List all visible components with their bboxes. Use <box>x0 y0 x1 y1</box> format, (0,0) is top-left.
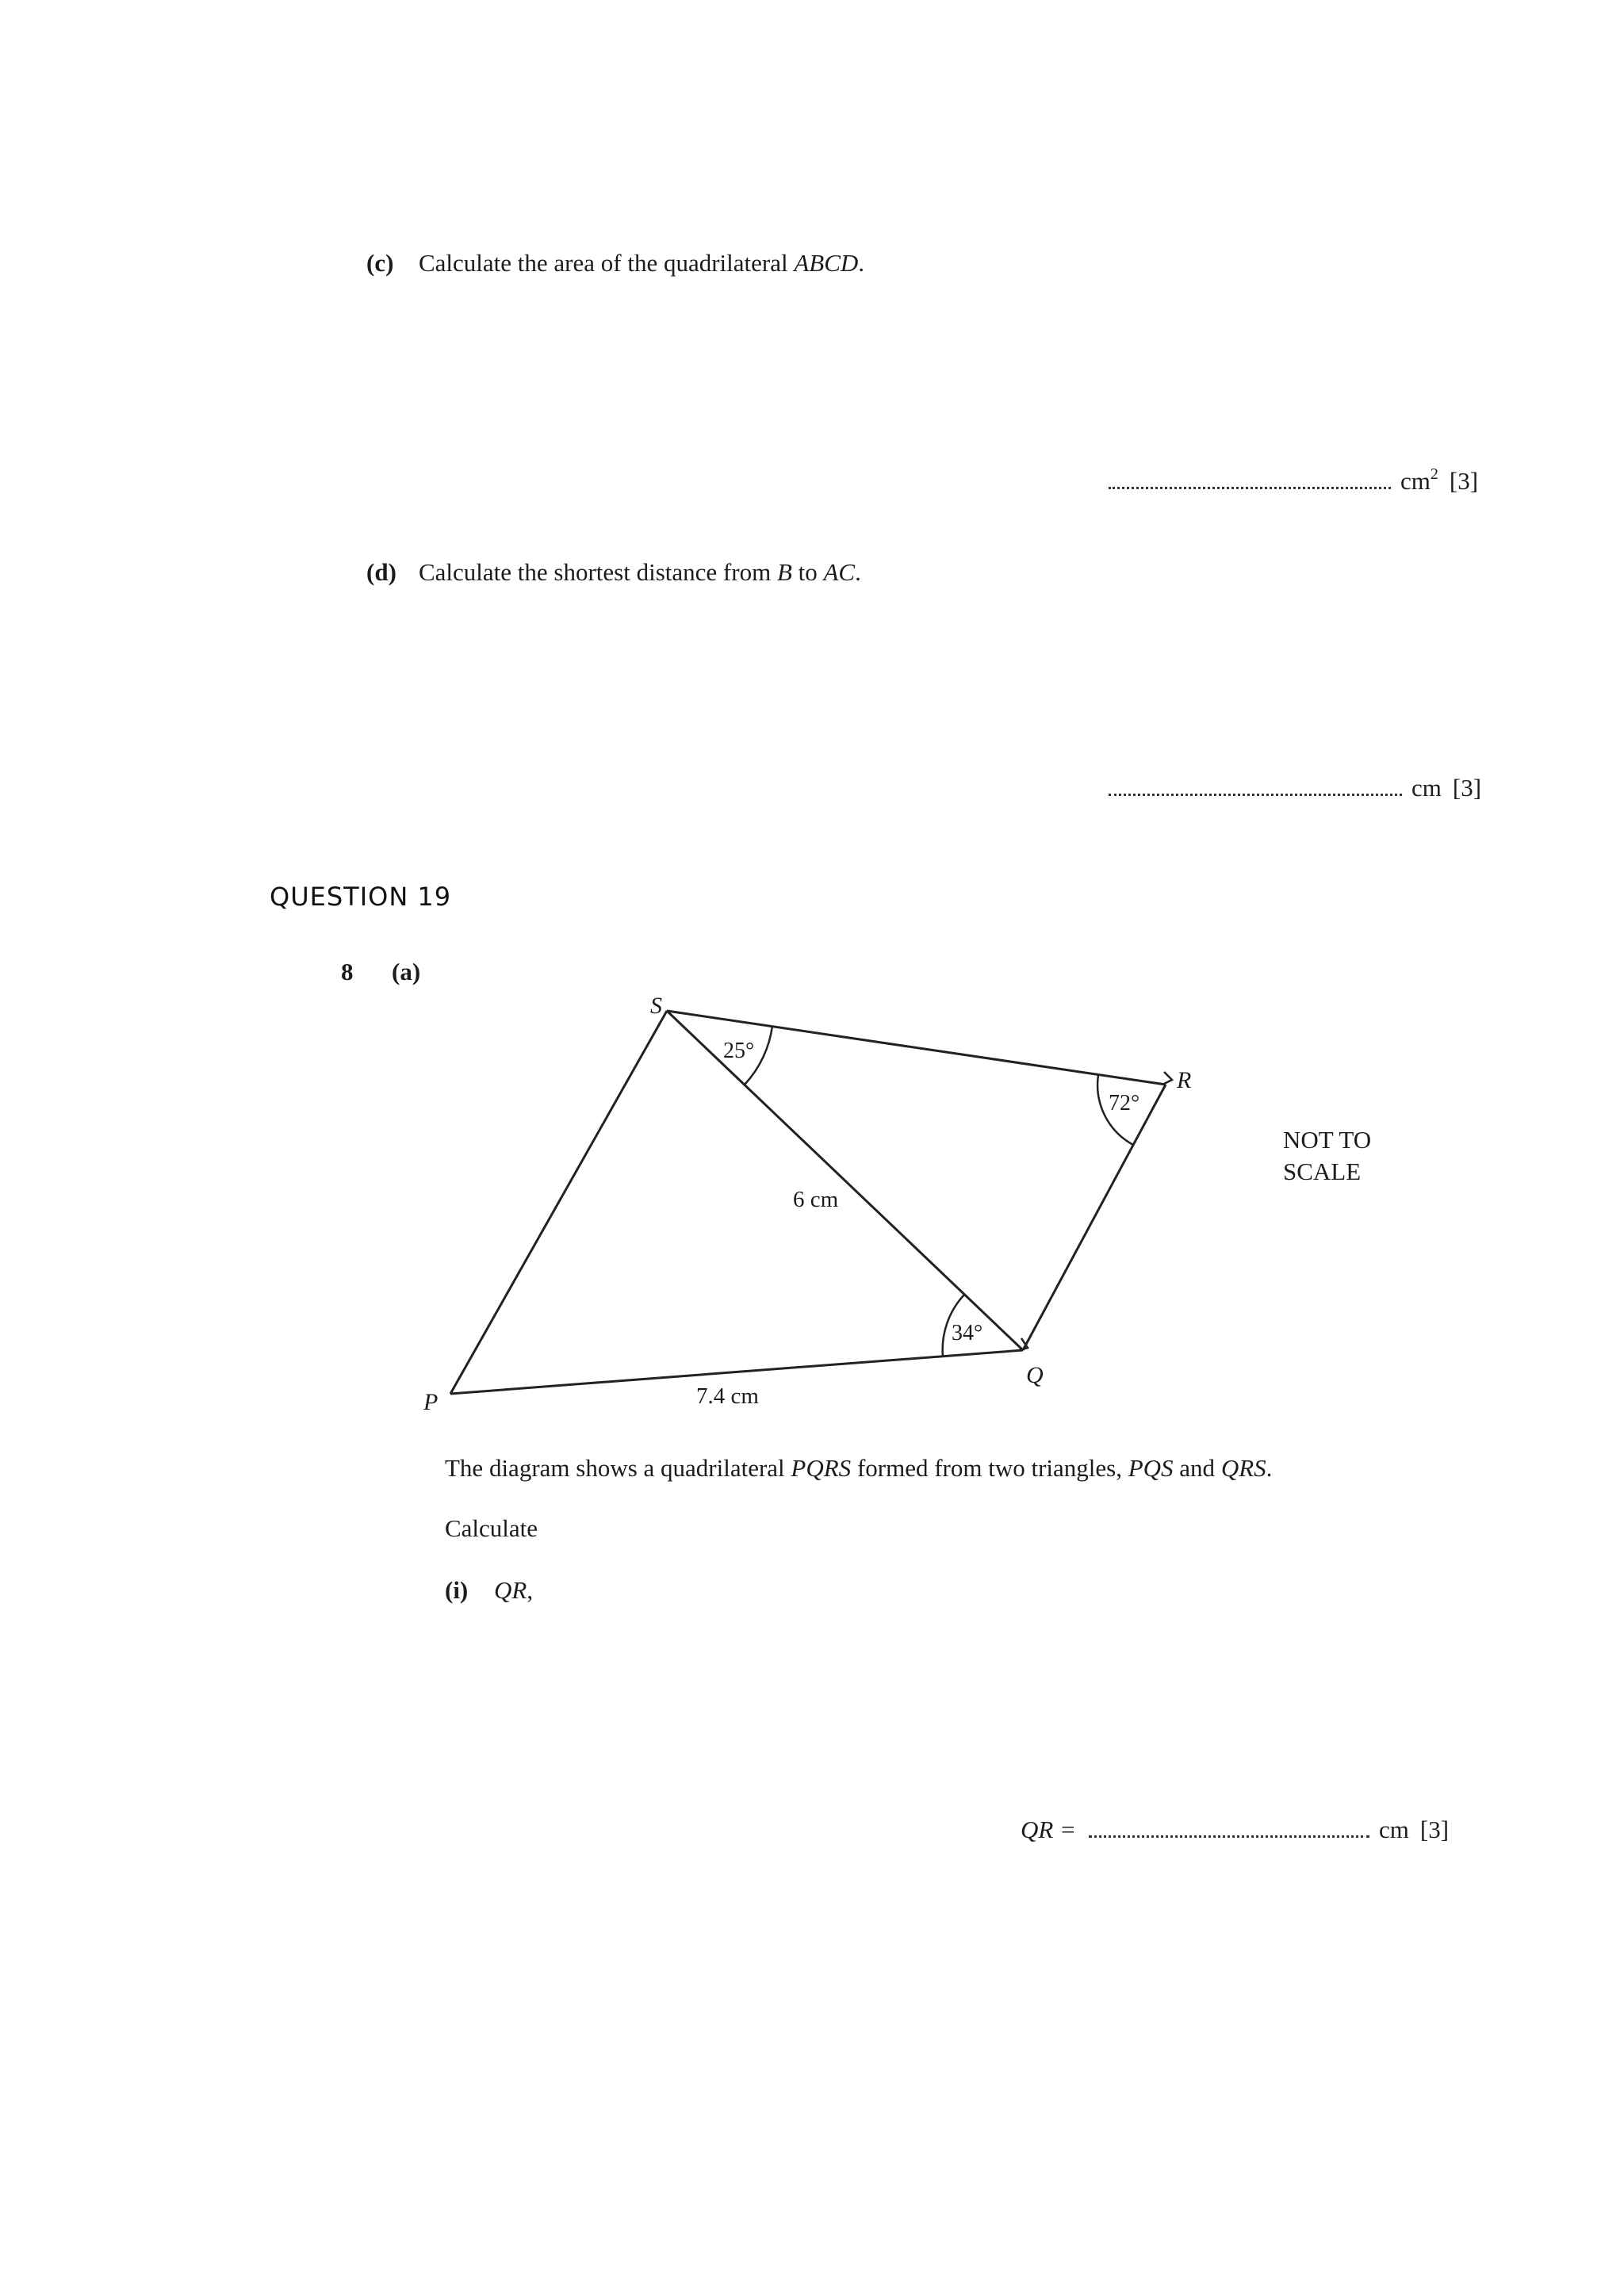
desc-text-4: . <box>1266 1454 1273 1482</box>
question-8-description <box>445 1456 1272 1480</box>
vertex-label-p: P <box>423 1389 439 1415</box>
part-d-point: B <box>776 558 792 586</box>
angle-label-r: 72° <box>1109 1091 1140 1115</box>
part-c-end: . <box>858 249 865 277</box>
part-d-segment: AC <box>823 558 856 586</box>
side-rq <box>1023 1085 1166 1350</box>
part-c-marks: [3] <box>1449 467 1479 495</box>
desc-text-1: The diagram shows a quadrilateral <box>445 1454 791 1482</box>
part-c-label: (c) <box>366 249 394 277</box>
question-8-number: 8 <box>341 958 354 985</box>
diagonal-sq <box>667 1011 1023 1350</box>
question-8-part-label: (a) <box>392 958 421 985</box>
not-to-scale-line-1: NOT TO <box>1283 1126 1372 1154</box>
part-i-answer-line[interactable] <box>1021 1817 1449 1842</box>
part-d-end: . <box>855 558 861 586</box>
part-c-shape: ABCD <box>794 249 859 277</box>
desc-text-3: and <box>1173 1454 1221 1482</box>
length-label-sq: 6 cm <box>793 1187 839 1212</box>
vertex-label-s: S <box>650 993 662 1019</box>
angle-label-s: 25° <box>723 1039 755 1063</box>
part-d-label: (d) <box>366 558 396 586</box>
desc-text-2: formed from two triangles, <box>851 1454 1128 1482</box>
not-to-scale-line-2: SCALE <box>1283 1158 1362 1185</box>
part-i-question <box>445 1578 533 1602</box>
part-d-answer-unit: cm <box>1411 774 1442 802</box>
side-ps <box>450 1011 667 1394</box>
part-i-answer-unit: cm <box>1379 1816 1409 1843</box>
angle-label-q: 34° <box>952 1321 983 1345</box>
vertex-label-r: R <box>1177 1067 1192 1093</box>
part-i-marks: [3] <box>1419 1816 1450 1843</box>
desc-shape: PQRS <box>791 1454 852 1482</box>
length-label-pq: 7.4 cm <box>696 1383 759 1409</box>
part-i-segment: QR <box>494 1576 527 1604</box>
desc-triangle-1: PQS <box>1128 1454 1174 1482</box>
vertex-label-q: Q <box>1026 1362 1044 1388</box>
part-i-answer-dots[interactable] <box>1089 1835 1369 1838</box>
part-i-end: , <box>527 1576 534 1604</box>
part-d-marks: [3] <box>1452 774 1482 802</box>
part-d-text-1: Calculate the shortest distance from <box>419 558 777 586</box>
part-d-text-2: to <box>791 558 824 586</box>
part-c-text: Calculate the area of the quadrilateral <box>419 249 795 277</box>
part-i-label: (i) <box>445 1576 469 1604</box>
part-c-answer-unit: cm <box>1400 467 1431 495</box>
desc-triangle-2: QRS <box>1220 1454 1266 1482</box>
part-i-answer-prefix: QR = <box>1021 1816 1076 1843</box>
arrow-tip-r <box>1162 1072 1172 1085</box>
part-c-answer-sup: 2 <box>1430 465 1438 483</box>
calculate-instruction: Calculate <box>445 1514 538 1542</box>
question-heading: QUESTION 19 <box>270 882 452 912</box>
